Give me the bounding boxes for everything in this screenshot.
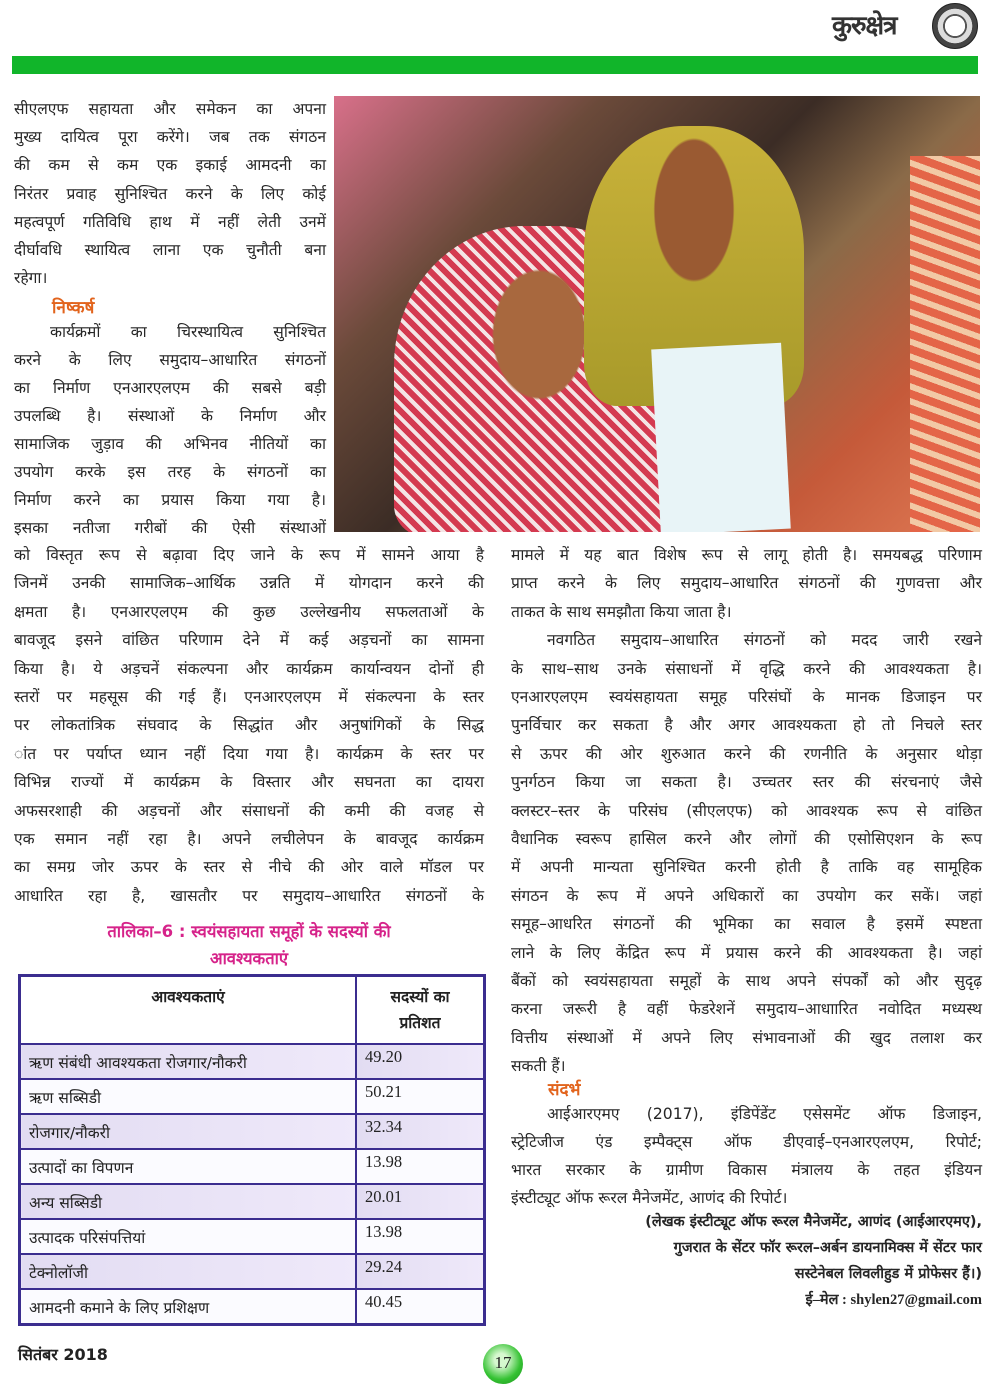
text-line: पुनर्गठन किया जा सकता है। उच्चतर स्तर की संरचनाएं जैसे xyxy=(511,773,982,792)
table-header-row xyxy=(20,976,485,1045)
reference-line: आईआरएमए (2017), इंडिपेंडेंट एसेसमेंट ऑफ डिजाइन, xyxy=(547,1105,982,1123)
text-line: का निर्माण एनआरएलएम की सबसे बड़ी xyxy=(14,379,326,397)
page-number-badge: 17 xyxy=(483,1344,523,1384)
byline-line: (लेखक इंस्टीट्यूट ऑफ रूरल मैनेजमेंट, आणंद (आईआरएमए), xyxy=(645,1214,982,1230)
table-row xyxy=(20,1114,485,1149)
text-line: अफसरशाही की अड़चनों और संसाधनों की कमी की वजह से xyxy=(14,801,484,820)
text-line: का समग्र जोर ऊपर के स्तर से नीचे की ओर वाले मॉडल पर xyxy=(14,858,484,877)
percentage-cell: 20.01 xyxy=(356,1184,485,1219)
magazine-title: कुरुक्षेत्र xyxy=(832,11,897,41)
text-line: समूह–आधरित संगठनों की भूमिका का सवाल है इसमें स्पष्टता xyxy=(511,915,982,934)
percentage-cell: 50.21 xyxy=(356,1079,485,1114)
table-row xyxy=(20,1044,485,1079)
photo-saree-edge xyxy=(910,156,980,532)
text-line: उपलब्धि है। संस्थाओं के निर्माण और xyxy=(14,407,326,425)
header-percentage-line1: सदस्यों का xyxy=(390,988,450,1006)
text-line: से ऊपर की ओर शुरुआत करने की रणनीति के अनुसार थोड़ा xyxy=(511,744,982,763)
percentage-cell: 40.45 xyxy=(356,1289,485,1325)
header-color-band xyxy=(12,56,978,74)
byline-line: सस्टेनेबल लिवलीहुड में प्रोफेसर हैं।) xyxy=(794,1266,982,1282)
text-line: उपयोग करके इस तरह के संगठनों का xyxy=(14,463,326,481)
header-needs: आवश्यकताएं xyxy=(20,976,357,1045)
text-line: निरंतर प्रवाह सुनिश्चित करने के लिए कोई xyxy=(14,184,326,203)
text-line: संगठन के रूप में अपने अधिकारों का उपयोग कर सकें। जहां xyxy=(511,886,982,905)
conclusion-heading: निष्कर्ष xyxy=(52,298,95,318)
text-line: किया है। ये अड़चनें संकल्पना और कार्यक्रम कार्यान्वयन दोनों ही xyxy=(14,659,484,678)
need-cell: अन्य सब्सिडी xyxy=(20,1184,357,1219)
reference-line: भारत सरकार के ग्रामीण विकास मंत्रालय के तहत इंडियन xyxy=(511,1161,982,1179)
text-line: लाने के लिए केंद्रित रूप में प्रयास करने की आवश्यकता है। जहां xyxy=(511,943,982,962)
need-cell: ऋण सब्सिडी xyxy=(20,1079,357,1114)
percentage-cell: 49.20 xyxy=(356,1044,485,1079)
text-line: बावजूद इसने वांछित परिणाम देने में कई अड़चनों का सामना xyxy=(14,631,484,650)
table-row xyxy=(20,1149,485,1184)
percentage-cell: 29.24 xyxy=(356,1254,485,1289)
needs-table xyxy=(18,974,486,1326)
text-line: एनआरएलएम स्वयंसहायता समूह परिसंघों के मानक डिजाइन पर xyxy=(511,688,982,706)
text-line: विभिन्न राज्यों में कार्यक्रम के विस्तार और सघनता का दायरा xyxy=(14,773,484,792)
text-line: सकती हैं। xyxy=(511,1057,566,1076)
text-line: आधारित रहा है, खासतौर पर समुदाय–आधारित संगठनों के xyxy=(14,886,484,905)
need-cell: टेक्नोलॉजी xyxy=(20,1254,357,1289)
need-cell: ऋण संबंधी आवश्यकता रोजगार/नौकरी xyxy=(20,1044,357,1079)
need-cell: आमदनी कमाने के लिए प्रशिक्षण xyxy=(20,1289,357,1325)
need-cell: उत्पादों का विपणन xyxy=(20,1149,357,1184)
percentage-cell: 32.34 xyxy=(356,1114,485,1149)
byline-line: गुजरात के सेंटर फॉर रूरल–अर्बन डायनामिक्स में सेंटर फार xyxy=(673,1240,982,1256)
header-percentage xyxy=(356,976,485,1045)
text-line: पुनर्विचार कर सकता है और अगर आवश्यकता हो तो निचले स्तर xyxy=(511,716,982,735)
text-line: ांत पर पर्याप्त ध्यान नहीं दिया गया है। कार्यक्रम के स्तर पर xyxy=(14,744,484,763)
text-line: क्लस्टर–स्तर के परिसंघ (सीएलएफ) को आवश्यक रूप से वांछित xyxy=(511,801,982,820)
percentage-cell: 13.98 xyxy=(356,1219,485,1254)
text-line: एक समान नहीं रहा है। अपने लचीलेपन के बावजूद कार्यक्रम xyxy=(14,830,484,848)
reference-line: स्ट्रेटिजीज एंड इम्पैक्ट्स ऑफ डीएवाई–एनआरएलएम, रिपोर्ट; xyxy=(511,1133,982,1151)
text-line: की कम से कम एक इकाई आमदनी का xyxy=(14,156,326,175)
text-line: के साथ–साथ उनके संसाधनों में वृद्धि करने की आवश्यकता है। xyxy=(511,659,982,678)
text-line: ताकत के साथ समझौता किया जाता है। xyxy=(511,602,732,621)
text-line: वैधानिक स्वरूप हासिल करने और लोगों की एसोसिएशन के रूप xyxy=(511,830,982,848)
text-line: जिनमें उनकी सामाजिक–आर्थिक उन्नति में योगदान करने की xyxy=(14,574,484,593)
header-percentage-line2: प्रतिशत xyxy=(399,1014,441,1032)
need-cell: रोजगार/नौकरी xyxy=(20,1114,357,1149)
photo-certificate xyxy=(651,343,791,532)
table-row xyxy=(20,1289,485,1325)
reference-line: इंस्टीट्यूट ऑफ रूरल मैनेजमेंट, आणंद की रिपोर्ट। xyxy=(511,1189,788,1207)
text-line: करने के लिए समुदाय–आधारित संगठनों xyxy=(14,351,326,369)
text-line: मुख्य दायित्व पूरा करेंगे। जब तक संगठन xyxy=(14,128,326,147)
text-line: स्तरों पर महसूस की गई हैं। एनआरएलएम में संकल्पना के स्तर xyxy=(14,688,484,706)
text-line: नवगठित समुदाय–आधारित संगठनों को मदद जारी रखने xyxy=(547,631,982,650)
text-line: इसका नतीजा गरीबों की ऐसी संस्थाओं xyxy=(14,519,326,537)
text-line: रहेगा। xyxy=(14,269,48,288)
table-row xyxy=(20,1184,485,1219)
text-line: क्षमता है। एनआरएलएम की कुछ उल्लेखनीय सफलताओं के xyxy=(14,602,484,621)
references-heading: संदर्भ xyxy=(548,1080,581,1100)
table-title-line2: आवश्यकताएं xyxy=(209,949,289,968)
table-row xyxy=(20,1254,485,1289)
text-line: सीएलएफ सहायता और समेकन का अपना xyxy=(14,100,326,118)
author-email[interactable]: ई–मेल : shylen27@gmail.com xyxy=(805,1292,982,1308)
issue-date: सितंबर 2018 xyxy=(18,1345,108,1364)
text-line: निर्माण करने का प्रयास किया गया है। xyxy=(14,491,326,509)
table-title-line1: तालिका–6 : स्वयंसहायता समूहों के सदस्यों की xyxy=(107,922,391,941)
text-line: प्राप्त करने के लिए समुदाय–आधारित संगठनों की गुणवत्ता और xyxy=(511,574,982,593)
table-row xyxy=(20,1079,485,1114)
text-line: वित्तीय संस्थाओं में अपने लिए संभावनाओं की खुद तलाश कर xyxy=(511,1028,982,1047)
text-line: महत्वपूर्ण गतिविधि हाथ में नहीं लेती उनमें xyxy=(14,212,326,231)
need-cell: उत्पादक परिसंपत्तियां xyxy=(20,1219,357,1254)
text-line: कार्यक्रमों का चिरस्थायित्व सुनिश्चित xyxy=(50,323,326,341)
text-line: दीर्घावधि स्थायित्व लाना एक चुनौती बना xyxy=(14,241,326,259)
text-line: करना जरूरी है वहीं फेडरेशनें समुदाय–आधाारित नवोदित मध्यस्थ xyxy=(511,1000,982,1019)
percentage-cell: 13.98 xyxy=(356,1149,485,1184)
text-line: मामले में यह बात विशेष रूप से लागू होती है। समयबद्ध परिणाम xyxy=(511,546,982,564)
text-line: में अपनी मान्यता सुनिश्चित करनी होती है ताकि वह सामूहिक xyxy=(511,858,982,877)
magazine-emblem-icon xyxy=(932,3,978,49)
article-photo xyxy=(334,96,980,532)
text-line: को विस्तृत रूप से बढ़ावा दिए जाने के रूप में सामने आया है xyxy=(14,546,484,564)
text-line: बैंकों को स्वयंसहायता समूहों के साथ अपने संपर्कों को और सुदृढ़ xyxy=(511,972,982,990)
table-row xyxy=(20,1219,485,1254)
text-line: पर लोकतांत्रिक संघवाद के सिद्धांत और अनुषांगिकों के सिद्ध xyxy=(14,716,484,735)
text-line: सामाजिक जुड़ाव की अभिनव नीतियों का xyxy=(14,435,326,453)
